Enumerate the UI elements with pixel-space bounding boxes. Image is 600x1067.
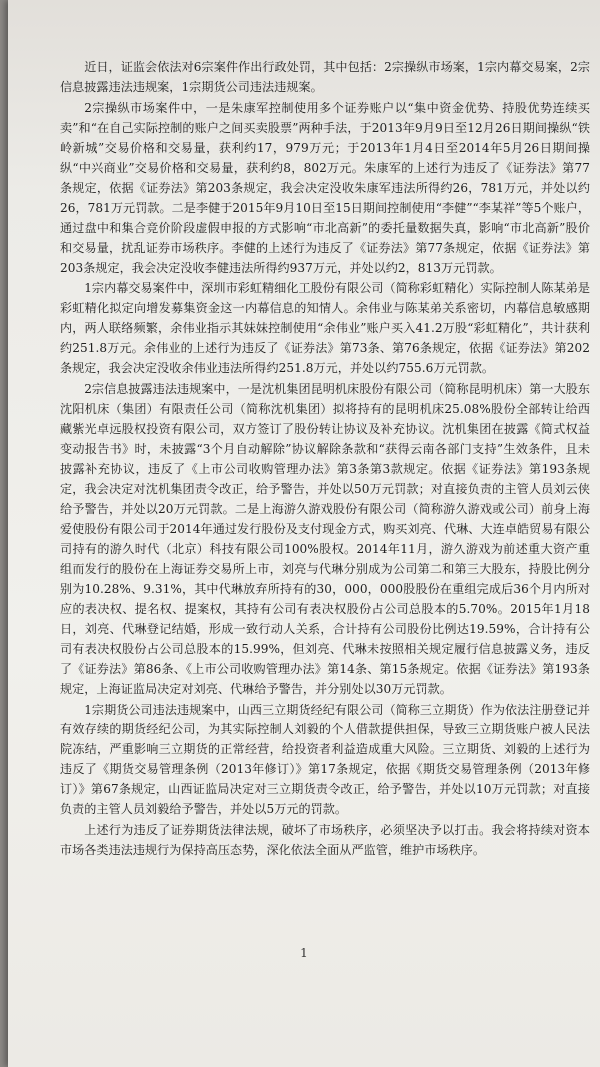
paragraph-intro: 近日，证监会依法对6宗案件作出行政处罚，其中包括：2宗操纵市场案，1宗内幕交易案，2宗信息披露违法违规案，1宗期货公司违法违规案。 (60, 60, 590, 94)
document-page (8, 0, 600, 1067)
paragraph-conclusion: 上述行为违反了证券期货法律法规，破坏了市场秩序，必须坚决予以打击。我会将持续对资本市场各类违法违规行为保持高压态势，深化依法全面从严监管，维护市场秩序。 (60, 823, 590, 858)
paragraph-market-manipulation: 2宗操纵市场案件中，一是朱康军控制使用多个证券账户以“集中资金优势、持股优势连续买卖”和“在自己实际控制的账户之间买卖股票”两种手法，于2013年9月9日至12月26日期间操纵“铁岭新城”交易价格和交易量，获利约17，979万元；于2013年1月4日至2014年5月26日期间操纵“中兴商业”交易价格和交易量，获利约8，802万元。朱康军的上述行为违反了《证券法》第77条规定，依据《证券法》第203条规定，我会决定没收朱康军违法所得约26，781万元，并处以约26，781万元罚款。二是李健于2015年9月10日至15日期间控制使用“李健”“李某祥”等5个账户，通过盘中和集合竞价阶段虚假申报的方式影响“市北高新”的委托量数据失真，影响“市北高新”股价和交易量，扰乱证券市场秩序。李健的上述行为违反了《证券法》第77条规定，依据《证券法》第203条规定，我会决定没收李健违法所得约937万元，并处以约2，813万元罚款。 (60, 100, 590, 275)
page-number: 1 (300, 946, 308, 960)
paragraph-futures-company: 1宗期货公司违法违规案中，山西三立期货经纪有限公司（简称三立期货）作为依法注册登记并有效存续的期货经纪公司，为其实际控制人刘毅的个人借款提供担保，导致三立期货账户被人民法院冻结，严重影响三立期货的正常经营，给投资者利益造成重大风险。三立期货、刘毅的上述行为违反了《期货交易管理条例（2013年修订）》第17条规定，依据《期货交易管理条例（2013年修订）》第67条规定，山西证监局决定对三立期货责令改正，给予警告，并处以10万元罚款；对直接负责的主管人员刘毅给予警告，并处以5万元的罚款。 (60, 702, 590, 817)
paragraph-insider-trading: 1宗内幕交易案件中，深圳市彩虹精细化工股份有限公司（简称彩虹精化）实际控制人陈某弟是彩虹精化拟定向增发募集资金这一内幕信息的知情人。余伟业与陈某弟关系密切，内幕信息敏感期内，两人联络频繁，余伟业指示其妹妹控制使用“余伟业”账户买入41.2万股“彩虹精化”，共计获利约251.8万元。余伟业的上述行为违反了《证券法》第73条、第76条规定，依据《证券法》第202条规定，我会决定没收余伟业违法所得约251.8万元，并处以约755.6万元罚款。 (60, 281, 590, 376)
document-body (60, 58, 590, 861)
paragraph-disclosure-violation: 2宗信息披露违法违规案中，一是沈机集团昆明机床股份有限公司（简称昆明机床）第一大股东沈阳机床（集团）有限责任公司（简称沈机集团）拟将持有的昆明机床25.08%股份全部转让给西藏紫光卓远股权投资有限公司，双方签订了股份转让协议及补充协议。沈机集团在披露《简式权益变动报告书》时，未披露“3个月自动解除”协议解除条款和“获得云南各部门支持”生效条件，且未披露补充协议，违反了《上市公司收购管理办法》第3条第3款规定。依据《证券法》第193条规定，我会决定对沈机集团责令改正，给予警告，并处以50万元罚款；对直接负责的主管人员刘云侠给予警告，并处以20万元罚款。二是上海游久游戏股份有限公司（简称游久游戏或公司）前身上海爱使股份有限公司于2014年通过发行股份及支付现金方式，购买刘亮、代琳、大连卓皓贸易有限公司持有的游久时代（北京）科技有限公司100%股权。2014年11月，游久游戏为前述重大资产重组而发行的股份在上海证券交易所上市，刘亮与代琳分别成为公司第二和第三大股东，持股比例分别为10.28%、9.31%，其中代琳放弃所持有的30，000，000股股份在重组完成后36个月内所对应的表决权、提名权、提案权，其持有公司有表决权股份占公司总股本的5.70%。2015年1月18日，刘亮、代琳登记结婚，形成一致行动人关系，合计持有公司股份比例达19.59%，合计持有公司有表决权股份占公司总股本的15.99%，但刘亮、代琳未按照相关规定履行信息披露义务，违反了《证券法》第86条、《上市公司收购管理办法》第14条、第15条规定。依据《证券法》第193条规定，上海证监局决定对刘亮、代琳给予警告，并分别处以30万元罚款。 (60, 382, 590, 696)
